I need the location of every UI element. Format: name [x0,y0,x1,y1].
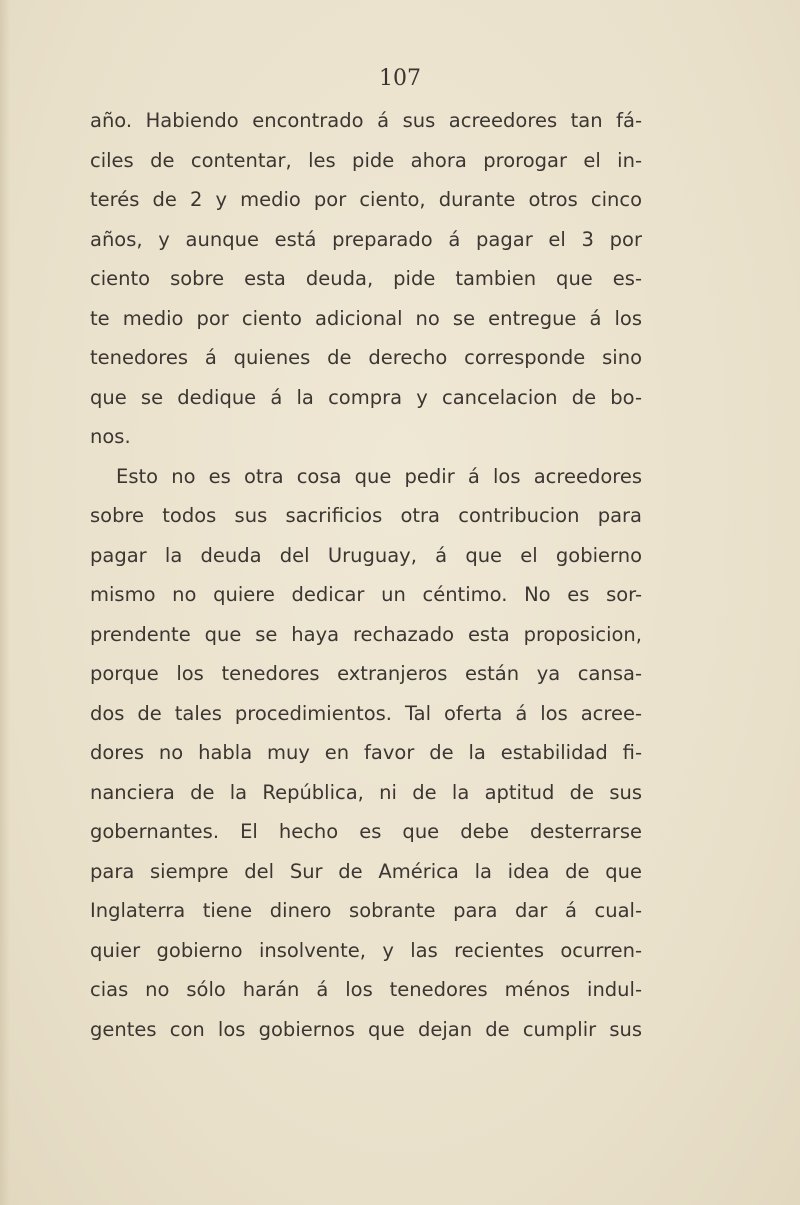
text-line: sobre todos sus sacrificios otra contribucion para [90,504,642,527]
text-line: terés de 2 y medio por ciento, durante otros cinco [90,188,642,211]
text-line: ciles de contentar, les pide ahora prorogar el in- [90,148,642,172]
text-line: nos. [90,425,131,448]
body-text [90,101,642,1049]
text-line: años, y aunque está preparado á pagar el 3 por [90,227,642,251]
text-line: ciento sobre esta deuda, pide tambien que es- [90,267,642,290]
text-line: nanciera de la República, ni de la aptitud de sus [90,780,642,804]
text-line: tenedores á quienes de derecho corresponde sino [90,346,642,369]
text-line: dos de tales procedimientos. Tal oferta á los acree- [90,701,642,725]
text-line: quier gobierno insolvente, y las recientes ocurren- [90,938,642,962]
text-line: Inglaterra tiene dinero sobrante para dar á cual- [90,899,642,922]
text-line: mismo no quiere dedicar un céntimo. No es sor- [90,583,642,606]
text-line: gobernantes. El hecho es que debe desterrarse [90,820,642,843]
text-line: te medio por ciento adicional no se entregue á los [90,306,642,330]
text-line: porque los tenedores extranjeros están ya cansa- [90,662,642,685]
text-line: dores no habla muy en favor de la estabilidad fi- [90,741,642,764]
text-line: año. Habiendo encontrado á sus acreedores tan fá- [90,109,642,132]
text-line: prendente que se haya rechazado esta proposicion, [90,622,642,646]
text-line: pagar la deuda del Uruguay, á que el gobierno [90,543,642,567]
text-line: para siempre del Sur de América la idea de que [90,859,642,883]
text-line: cias no sólo harán á los tenedores ménos indul- [90,978,642,1001]
text-line: que se dedique á la compra y cancelacion de bo- [90,385,642,409]
paragraph-start-line: Esto no es otra cosa que pedir á los acreedores [116,464,642,488]
text-line: gentes con los gobiernos que dejan de cumplir sus [90,1017,642,1041]
page-number: 107 [379,66,421,91]
page-edge-shadow [0,0,10,1205]
